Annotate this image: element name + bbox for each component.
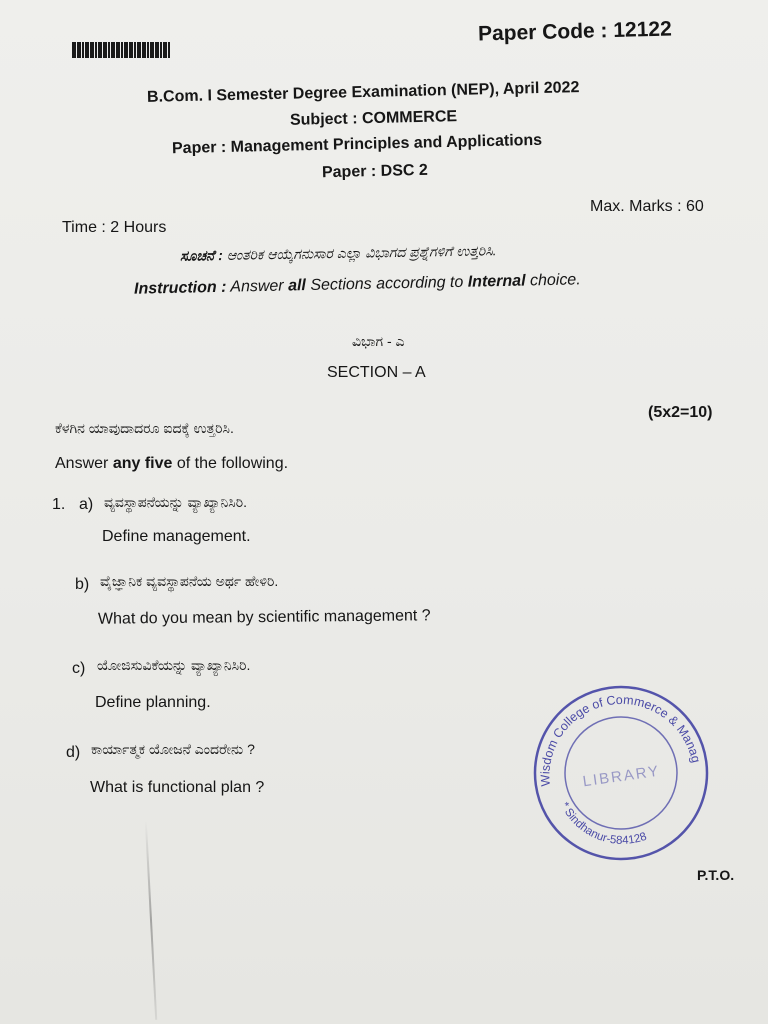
- section-instruction-pre: Answer: [55, 455, 109, 472]
- section-title: SECTION – A: [327, 364, 426, 381]
- paper-number: Paper : DSC 2: [321, 161, 428, 182]
- question-d-kannada: ಕಾರ್ಯಾತ್ಮಕ ಯೋಜನೆ ಎಂದರೇನು ?: [91, 741, 255, 757]
- question-d-english: What is functional plan ?: [90, 779, 265, 796]
- question-number: 1.: [52, 496, 66, 513]
- stamp-top-text: Wisdom College of Commerce & Management: [538, 692, 704, 787]
- kannada-instruction: [180, 242, 497, 265]
- kannada-instruction-label: ಸೂಚನೆ :: [179, 247, 223, 264]
- exam-title: B.Com. I Semester Degree Examination (NEP), April 2022: [146, 79, 580, 106]
- barcode: [72, 42, 170, 58]
- subject: Subject : COMMERCE: [289, 108, 458, 129]
- stamp-center-text: LIBRARY: [581, 762, 662, 791]
- instruction-pre: Answer: [230, 277, 284, 296]
- time-allowed: Time : 2 Hours: [62, 219, 167, 236]
- instruction-post: choice.: [529, 271, 581, 290]
- question-b-english: What do you mean by scientific management ?: [97, 607, 431, 628]
- section-marks: (5x2=10): [648, 404, 713, 421]
- section-instruction-post: of the following.: [176, 455, 289, 472]
- max-marks: Max. Marks : 60: [590, 198, 704, 215]
- pencil-mark: [145, 820, 157, 1020]
- question-a-label: a): [79, 496, 94, 513]
- english-instruction: [134, 271, 581, 298]
- question-b-label: b): [75, 576, 90, 593]
- instruction-mid: Sections according to: [310, 273, 464, 294]
- question-c-kannada: ಯೋಜಿಸುವಿಕೆಯನ್ನು ವ್ಯಾಖ್ಯಾನಿಸಿರಿ.: [97, 657, 251, 673]
- paper-code: Paper Code : 12122: [477, 17, 673, 46]
- question-d-label: d): [66, 744, 81, 761]
- instruction-internal: Internal: [467, 272, 526, 291]
- question-a-kannada: ವ್ಯವಸ್ಥಾಪನೆಯನ್ನು ವ್ಯಾಖ್ಯಾನಿಸಿರಿ.: [104, 494, 248, 510]
- question-c-english: Define planning.: [95, 694, 211, 711]
- instruction-all: all: [287, 277, 307, 295]
- section-kannada-instruction: ಕೆಳಗಿನ ಯಾವುದಾದರೂ ಐದಕ್ಕೆ ಉತ್ತರಿಸಿ.: [55, 420, 234, 436]
- paper-name: Paper : Management Principles and Applications: [171, 131, 543, 158]
- section-instruction: [55, 455, 288, 473]
- question-a-english: Define management.: [102, 528, 251, 545]
- section-instruction-bold: any five: [112, 455, 173, 472]
- pto-label: P.T.O.: [697, 867, 735, 883]
- library-stamp: [527, 684, 715, 862]
- kannada-instruction-text: ಆಂತರಿಕ ಆಯ್ಕೆಗನುಸಾರ ಎಲ್ಲಾ ವಿಭಾಗದ ಪ್ರಶ್ನೆಗಳಿಗೆ ಉತ್ತರಿಸಿ.: [226, 242, 497, 263]
- stamp-bottom-text: * Sindhanur-584128: [558, 800, 649, 847]
- section-kannada-title: ವಿಭಾಗ - ಎ: [352, 333, 405, 349]
- instruction-label: Instruction :: [133, 278, 227, 298]
- question-b-kannada: ವೈಜ್ಞಾನಿಕ ವ್ಯವಸ್ಥಾಪನೆಯ ಅರ್ಥ ಹೇಳಿರಿ.: [100, 573, 279, 589]
- question-c-label: c): [72, 660, 86, 677]
